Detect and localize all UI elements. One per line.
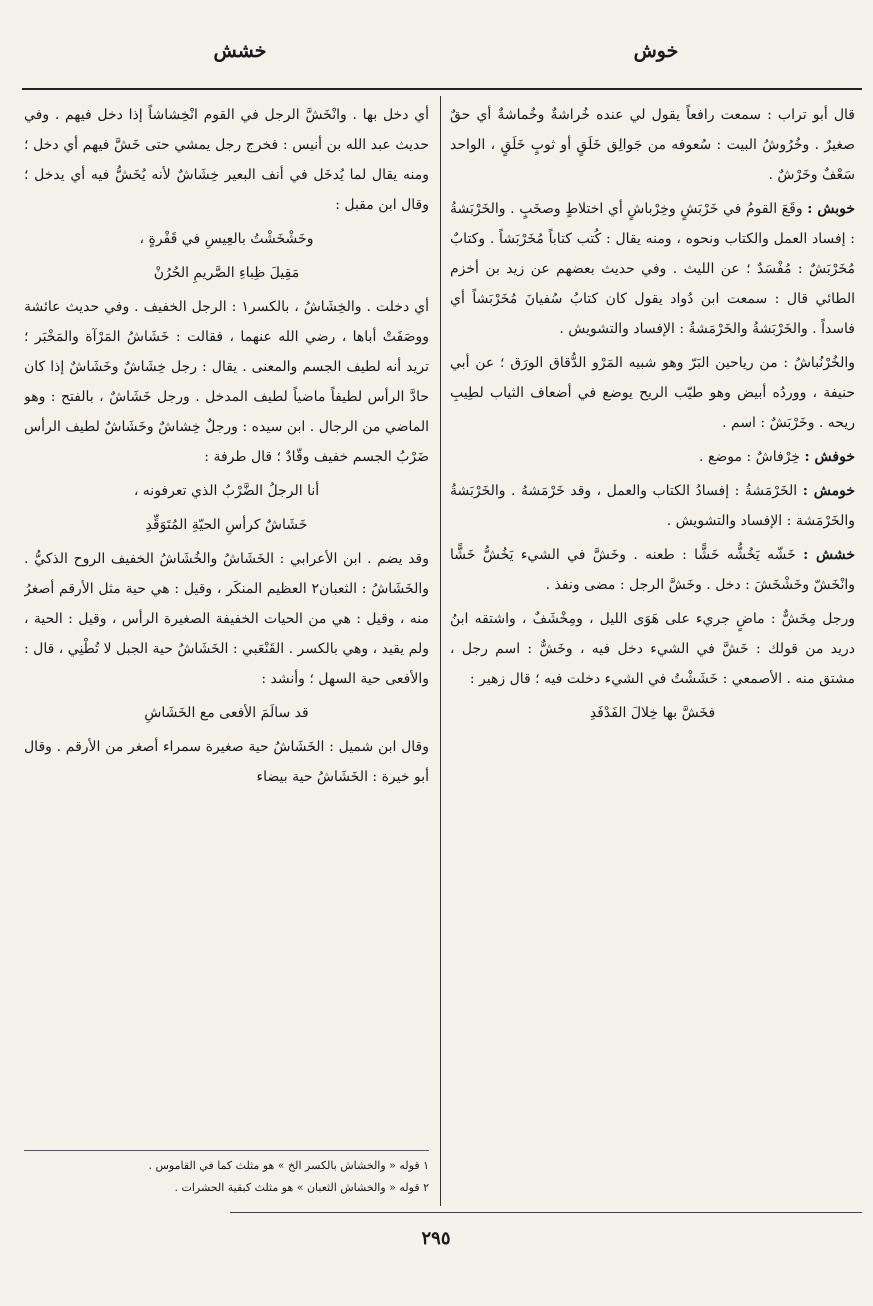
footnotes <box>24 1150 429 1199</box>
left-column <box>24 100 429 1145</box>
entry-paragraph: وقد يضم . ابن الأعرابي : الخَشَاشُ والخُشَاشُ الخفيف الروح الذكيُّ . والخَشَاشُ : الثعبان٢ العظيم المنكَر ، وقيل : هي حية مثل الأرقم أصغرُ منه ، وقيل : هي من الحيات الخفيفة الصغيرة الرأس ، وقيل : الحية ، ولم يقيد ، وهي بالكسر . القَنْعَبي : الخَشَاشُ حية الجبل لا تُطْنِي ، قال : والأفعى حية السهل ؛ وأنشد : <box>24 551 429 687</box>
entry-paragraph <box>450 348 855 438</box>
entry-text: خَشّه يَخُشُّه خَشًّا : طعنه . وخَشَّ في الشيء يَخُشُّ خَشًّا وانْخَشّ وخَشْخَشَ : دخل . وخَشَّ الرجل : مضى ونفذ . <box>450 547 855 593</box>
headword: خومش : <box>802 483 855 499</box>
entry-text: خِرْفاشٌ : موضع . <box>699 449 801 465</box>
entry-paragraph <box>450 100 855 190</box>
entry-text: والخُرْنُباشُ : من رياحين البَرّ وهو شبيه المَرْو الدُّقاق الورَق ؛ عن أبي حنيفة ، ووردُه أبيض وهو طيّب الريح يوضع في أضعاف الثياب لطِيبِ ريحه . وخَرْبَشٌ : اسم . <box>450 355 855 431</box>
entry-text: الخَرْمَشةُ : إفسادُ الكتاب والعمل ، وقد خَرْمَشهُ . والخَرْبَشةُ والخَرْمَشة : الإفساد والتشويش . <box>450 483 855 529</box>
page-number: ٢٩٥ <box>421 1228 451 1249</box>
entry-paragraph: وقال ابن شميل : الخَشَاشُ حية صغيرة سمراء أصغر من الأرقم . وقال أبو خيرة : الخَشَاشُ حية بيضاء <box>24 739 429 785</box>
footnote: ٢ قوله « والخشاش الثعبان » هو مثلث كبقية الحشرات . <box>174 1181 429 1194</box>
entry-text: قال أبو تراب : سمعت رافعاً يقول لي عنده خُراشةٌ وخُماشةٌ أي حقٌ صغيرٌ . وخُرُوشُ البيت : سُعوفه من جَوالِق خَلَقٍ أو ثوبٍ خَلَقٍ ، الواحد سَعْفٌ وخَرْشٌ . <box>450 107 855 183</box>
entry-paragraph <box>450 476 855 536</box>
entry-paragraph: أي دخل بها . وانْخَشَّ الرجل في القوم انْخِشاشاً إذا دخل فيهم . وفي حديث عبد الله بن أنيس : فخرج رجل يمشي حتى خَشَّ فيهم أي دخل ؛ ومنه يقال لما يُدخَل في أنف البعير خِشَاشٌ لأنه يُخَشُّ فيه أي يدخل ؛ وقال ابن مقبل : <box>24 107 429 213</box>
headword: خوبش : <box>807 201 855 217</box>
top-rule <box>22 88 862 90</box>
column-divider <box>440 96 441 1206</box>
right-column <box>450 100 855 1205</box>
verse-line: قد سالَمَ الأفعى مع الخَشَاشِ <box>144 705 309 721</box>
verse-line: خَشَاشٌ كرأسِ الحيّةِ المُتَوَقِّدِ <box>145 517 308 533</box>
header-left: خشش <box>213 40 267 62</box>
verse-line: فخَشَّ بها خِلالَ الفَدْفَدِ <box>589 705 716 721</box>
headword: خوفش : <box>804 449 855 465</box>
entry-paragraph <box>450 194 855 344</box>
header-right: خوش <box>633 40 679 62</box>
entry-paragraph: أي دخلت . والخِشَاشُ ، بالكسر١ : الرجل الخفيف . وفي حديث عائشة ووصَفَتْ أباها ، رضي الله عنهما ، فقالت : خَشَاشُ المَرْآة والمَخْبَر ؛ تريد أنه لطيف الجسم والمعنى . يقال : رجل خِشَاشٌ وخَشَاشٌ إذا كان حادَّ الرأس لطيفاً ماضياً لطيف المدخل . ورجل خَشَاشٌ ، بالفتح : وهو الماضي من الرجال . ابن سيده : ورجلٌ خِشاشٌ وخَشَاشٌ لطيف الرأس ضَرْبُ الجسم خفيف وقّادٌ ؛ قال طرفة : <box>24 299 429 465</box>
entry-paragraph <box>450 442 855 472</box>
footnote: ١ قوله « والخشاش بالكسر الخ » هو مثلث كما في القاموس . <box>148 1159 429 1172</box>
entry-paragraph <box>450 604 855 694</box>
entry-paragraph <box>450 540 855 600</box>
entry-text: وقَعَ القومُ في خَرْبَشٍ وخِرْباشٍ أي اختلاطٍ وصخَبٍ . والخَرْبَشةُ : إفساد العمل والكتاب ونحوه ، ومنه يقال : كُتب كتاباً مُخَرْبَشاً . وكتابٌ مُخَرْبَشٌ : مُفْسَدٌ ؛ عن الليث . وفي حديث بعضهم عن زيد بن أخزم الطائي قال : سمعت ابن دُواد يقول كان كتابُ سُفيانَ مُخَرْبَشاً أي فاسداً . والخَرْبَشةُ والخَرْمَشةُ : الإفساد والتشويش . <box>450 201 855 337</box>
verse-line: مَقِيلَ ظِباءِ الصَّريمِ الحُرُنْ <box>153 265 300 281</box>
verse-line: أنا الرجلُ الضَّرْبُ الذي تعرفونه ، <box>133 483 320 499</box>
headword: خشش : <box>803 547 855 563</box>
verse-line: وخَشْخَشْتُ بالعِيسِ في قَفْرةٍ ، <box>139 231 314 247</box>
bottom-rule <box>230 1212 862 1213</box>
entry-text: ورجل مِخَشٌّ : ماضٍ جريء على هَوَى الليل ، ومِخْشَفٌ ، واشتقه ابنُ دريد من قولك : خَشَّ في الشيء دخل فيه ، وخَشٌّ : اسم رجل ، مشتق منه . الأصمعي : خَشَشْتُ في الشيء دخلت فيه ؛ قال زهير : <box>450 611 855 687</box>
